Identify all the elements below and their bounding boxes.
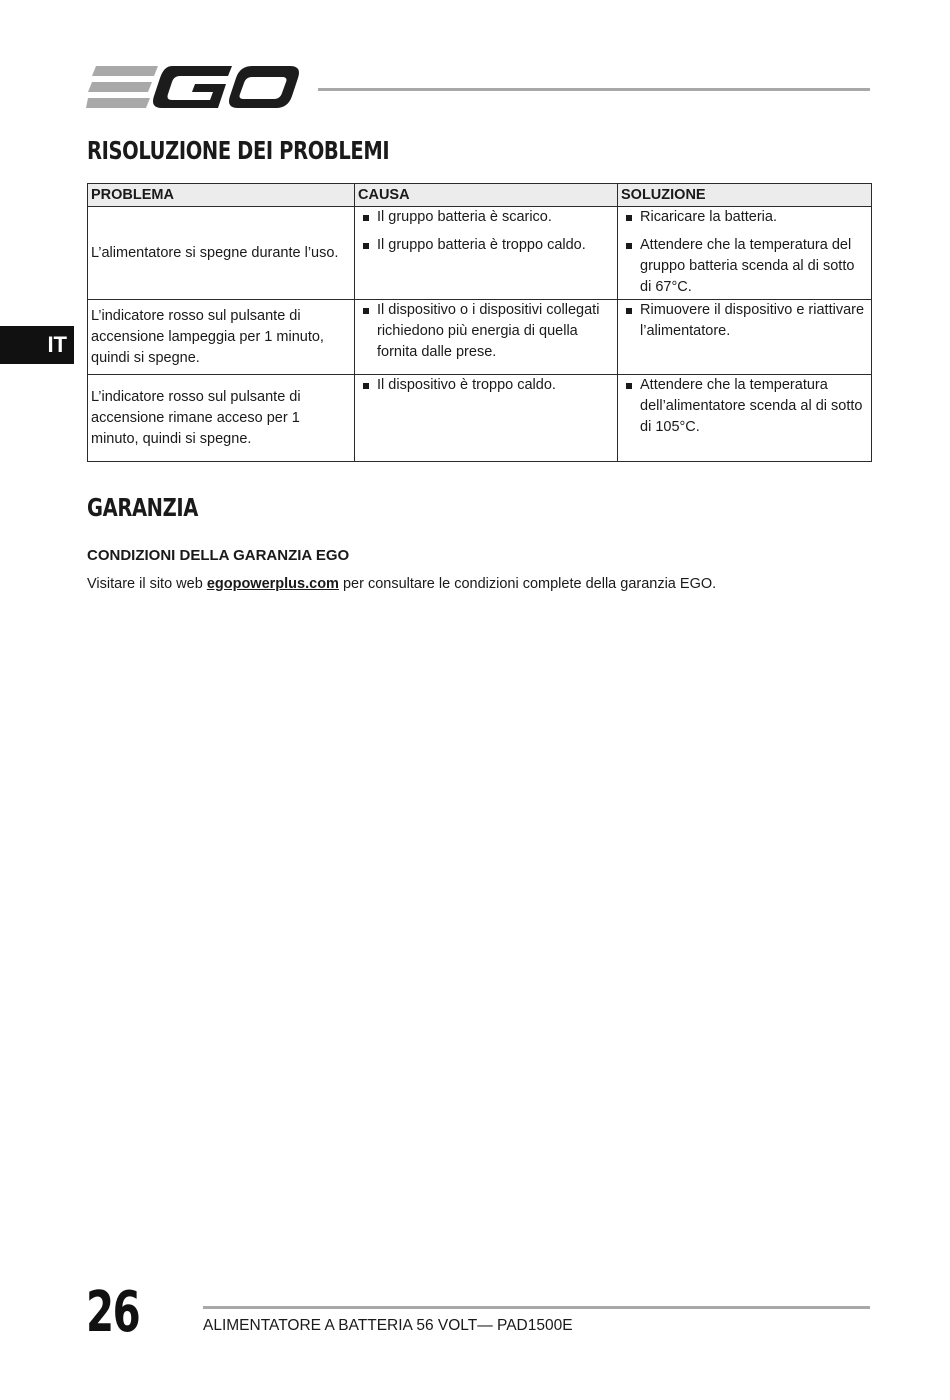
solution-item: Ricaricare la batteria.	[621, 207, 868, 228]
table-header-row	[88, 184, 872, 207]
header-rule	[318, 88, 870, 91]
column-header-solution: SOLUZIONE	[618, 184, 872, 207]
table-row	[88, 300, 872, 375]
solution-cell	[618, 375, 872, 462]
cause-cell	[355, 375, 618, 462]
cause-cell	[355, 300, 618, 375]
problem-cell: L’indicatore rosso sul pulsante di accensione rimane acceso per 1 minuto, quindi si spegne.	[88, 375, 355, 462]
warranty-text-before: Visitare il sito web	[87, 576, 207, 592]
solution-item: Attendere che la temperatura del gruppo batteria scenda al di sotto di 67°C.	[621, 235, 868, 298]
ego-logo	[86, 64, 300, 112]
cause-item: Il gruppo batteria è scarico.	[358, 207, 614, 228]
solution-item: Attendere che la temperatura dell’alimentatore scenda al di sotto di 105°C.	[621, 375, 868, 438]
column-header-problem: PROBLEMA	[88, 184, 355, 207]
solution-cell	[618, 207, 872, 300]
troubleshooting-table	[87, 183, 872, 462]
solution-cell	[618, 300, 872, 375]
problem-cell: L’indicatore rosso sul pulsante di accensione lampeggia per 1 minuto, quindi si spegne.	[88, 300, 355, 375]
column-header-cause: CAUSA	[355, 184, 618, 207]
footer-product-title: ALIMENTATORE A BATTERIA 56 VOLT— PAD1500E	[203, 1317, 573, 1334]
cause-item: Il dispositivo o i dispositivi collegati richiedono più energia di quella fornita dalle prese.	[358, 300, 614, 363]
solution-item: Rimuovere il dispositivo e riattivare l’alimentatore.	[621, 300, 868, 342]
cause-cell	[355, 207, 618, 300]
cause-item: Il gruppo batteria è troppo caldo.	[358, 235, 614, 256]
warranty-subtitle: CONDIZIONI DELLA GARANZIA EGO	[87, 547, 350, 564]
problem-cell: L’alimentatore si spegne durante l’uso.	[88, 207, 355, 300]
table-row	[88, 207, 872, 300]
table-row	[88, 375, 872, 462]
page-number: 26	[86, 1280, 140, 1345]
warranty-title: GARANZIA	[87, 493, 198, 522]
warranty-text	[87, 576, 716, 592]
language-tab: IT	[0, 326, 74, 364]
egopowerplus-link[interactable]: egopowerplus.com	[206, 576, 339, 592]
cause-item: Il dispositivo è troppo caldo.	[358, 375, 614, 396]
warranty-text-after: per consultare le condizioni complete della garanzia EGO.	[338, 576, 717, 592]
troubleshooting-title: RISOLUZIONE DEI PROBLEMI	[87, 136, 390, 165]
footer-rule	[203, 1306, 870, 1309]
